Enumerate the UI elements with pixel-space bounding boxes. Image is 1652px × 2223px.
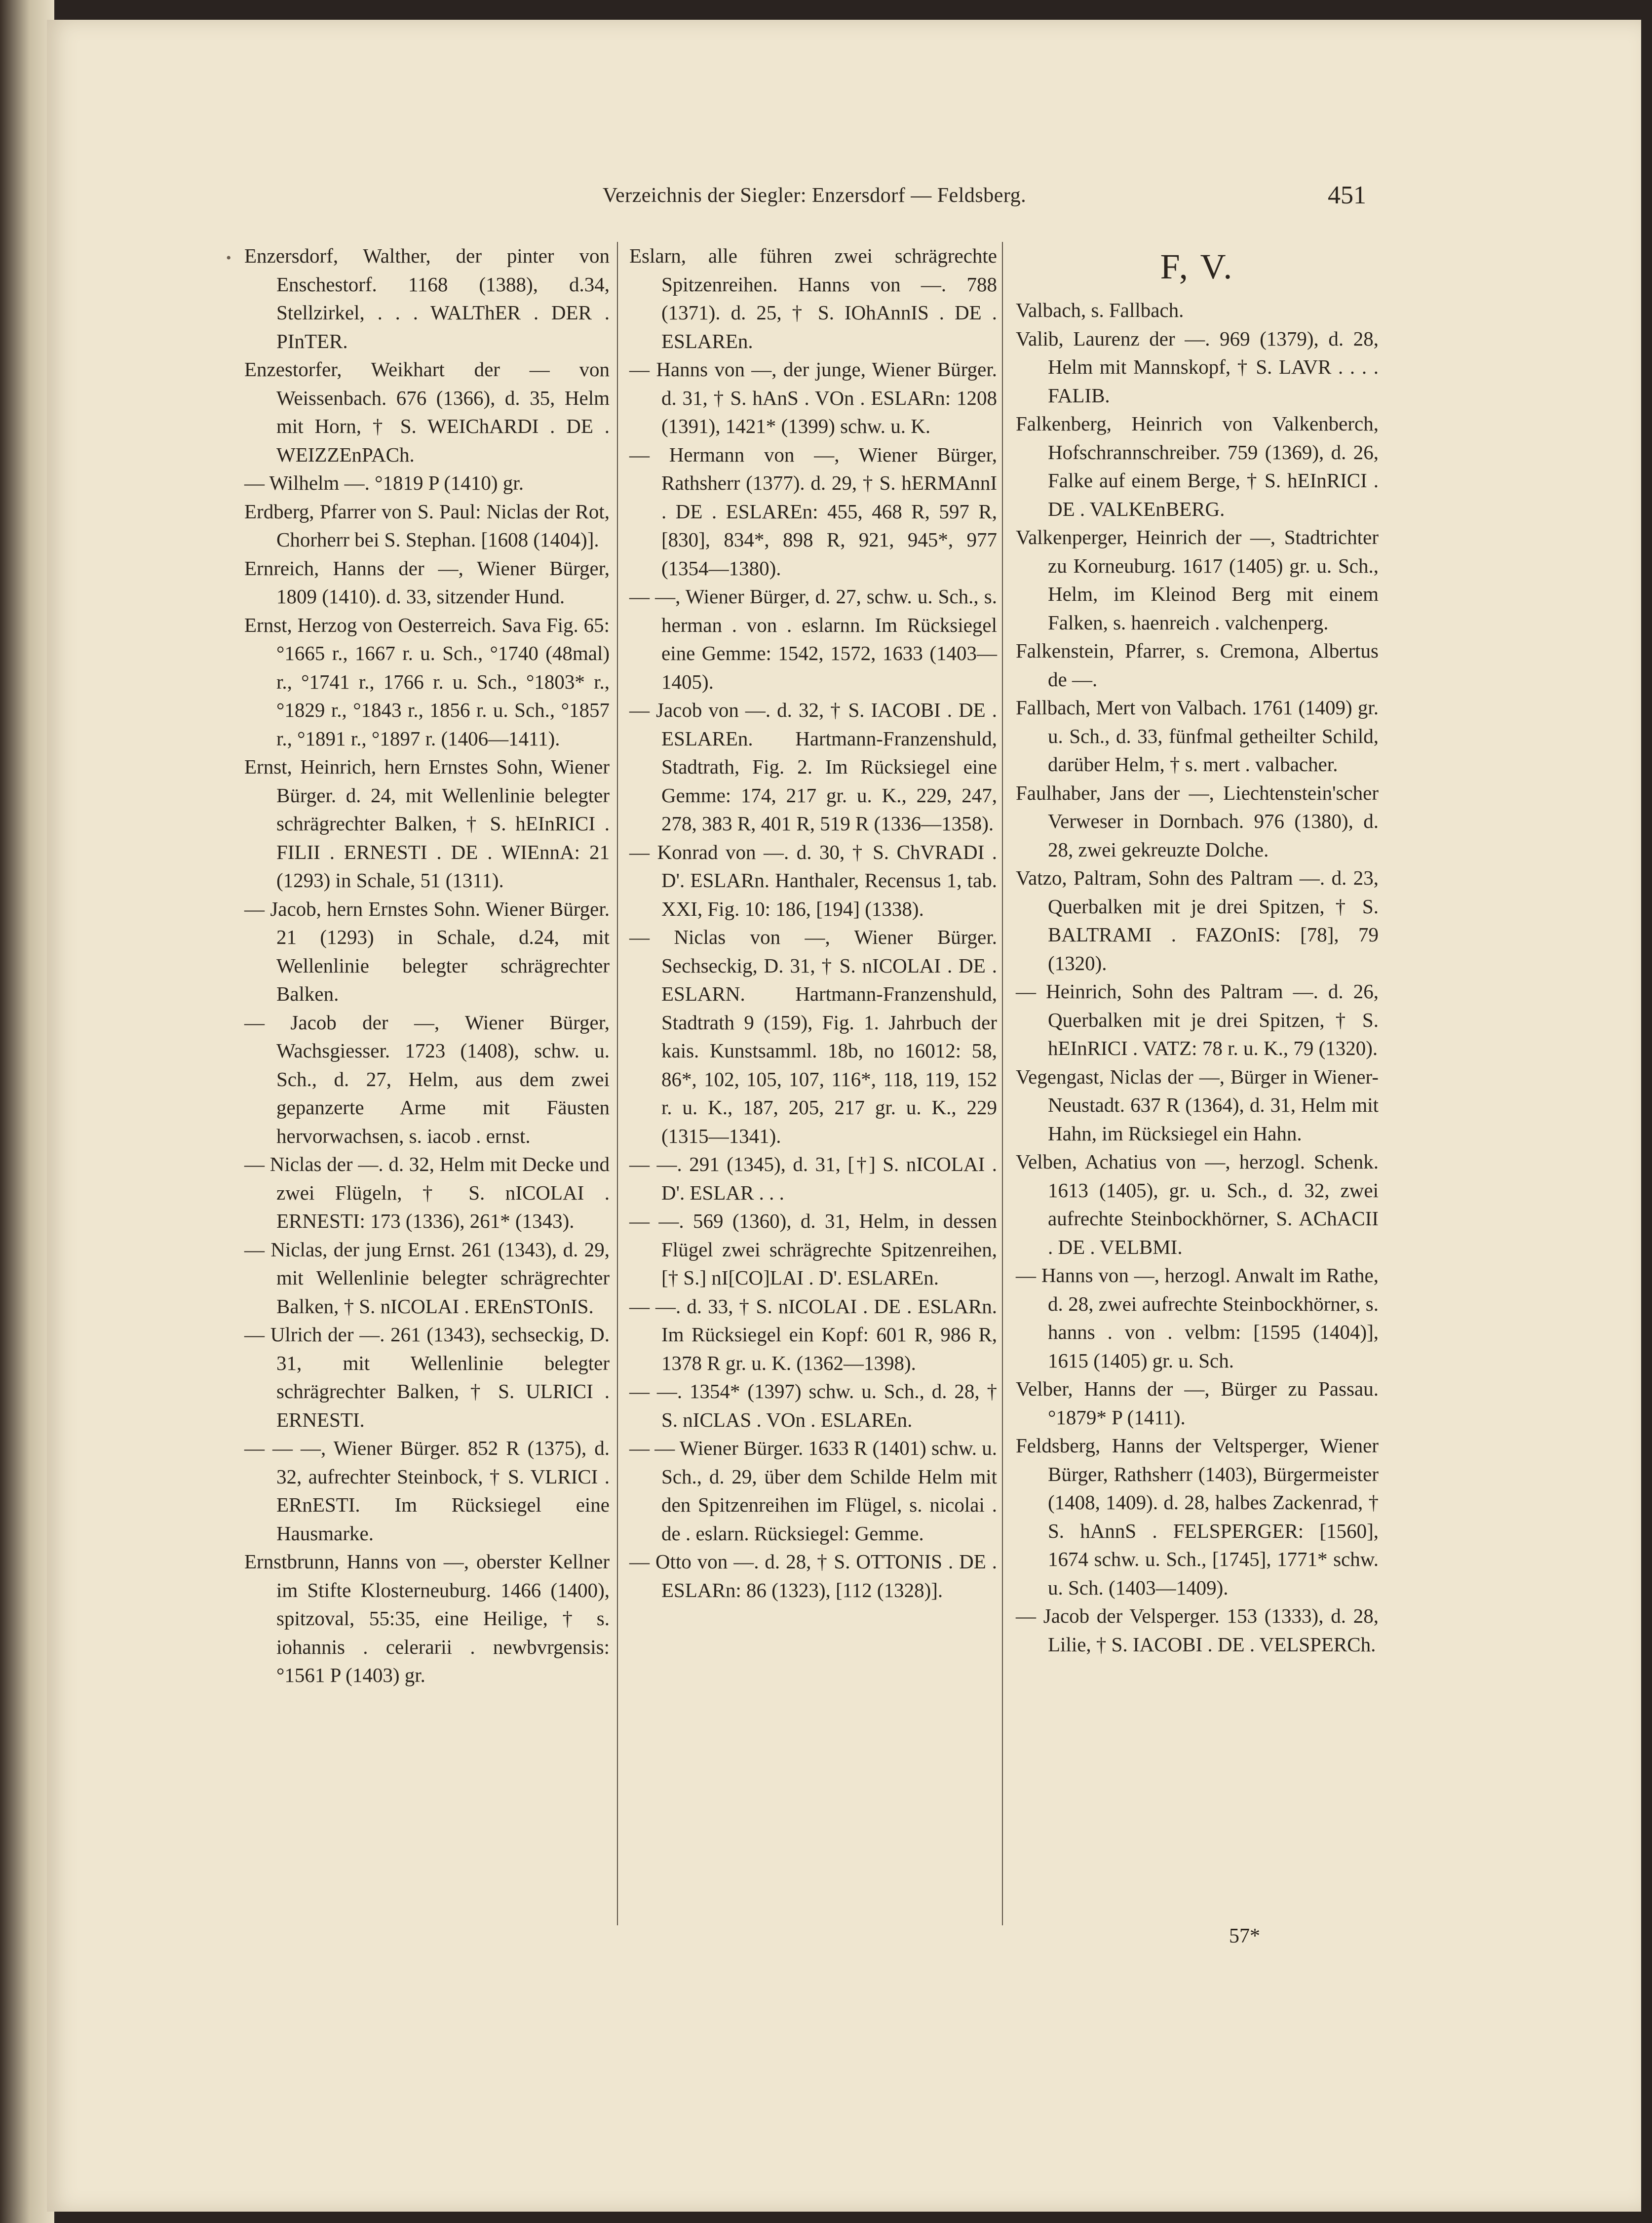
running-title: Verzeichnis der Siegler: Enzersdorf — Feldsberg.	[602, 184, 1027, 207]
entry: — — Wiener Bürger. 1633 R (1401) schw. u. Sch., d. 29, über dem Schilde Helm mit den Spitzenreihen im Flügel, s. nicolai . de . eslarn. Rücksiegel: Gemme.	[629, 1437, 997, 1545]
entry: — —. 291 (1345), d. 31, [†] S. nICOLAI . D'. ESLAR . . .	[629, 1153, 997, 1204]
entry: — — —, Wiener Bürger. 852 R (1375), d. 32, aufrechter Steinbock, † S. VLRICI . ERnESTI. Im Rücksiegel eine Hausmarke.	[244, 1437, 610, 1545]
page-number: 451	[1328, 181, 1366, 209]
entry: Enzestorfer, Weikhart der — von Weissenbach. 676 (1366), d. 35, Helm mit Horn, † S. WEIChARDI . DE . WEIZZEnPACh.	[244, 358, 610, 466]
entry: — Jacob von —. d. 32, † S. IACOBI . DE . ESLAREn. Hartmann-Franzenshuld, Stadtrath, Fig. 2. Im Rücksiegel eine Gemme: 174, 217 gr. u. K., 229, 247, 278, 383 R, 401 R, 519 R (1336—1358).	[629, 699, 997, 835]
entry: — Hermann von —, Wiener Bürger, Rathsherr (1377). d. 29, † S. hERMAnnI . DE . ESLAREn: 455, 468 R, 597 R, [830], 834*, 898 R, 921, 945*, 977 (1354—1380).	[629, 443, 997, 580]
entry: — Heinrich, Sohn des Paltram —. d. 26, Querbalken mit je drei Spitzen, † S. hEInRICI . VATZ: 78 r. u. K., 79 (1320).	[1016, 980, 1379, 1059]
entry: — Niclas von —, Wiener Bürger. Sechseckig, D. 31, † S. nICOLAI . DE . ESLARN. Hartmann-Franzenshuld, Stadtrath 9 (159), Fig. 1. Jahrbuch der kais. Kunstsamml. 18b, no 16012: 58, 86*, 102, 105, 107, 116*, 118, 119, 152 r. u. K., 187, 205, 217 gr. u. K., 229 (1315—1341).	[629, 926, 997, 1147]
entry: Velben, Achatius von —, herzogl. Schenk. 1613 (1405), gr. u. Sch., d. 32, zwei aufrechte Steinbockhörner, S. AChACII . DE . VELBMI.	[1016, 1150, 1379, 1258]
entry: — Konrad von —. d. 30, † S. ChVRADI . D'. ESLARn. Hanthaler, Recensus 1, tab. XXI, Fig. 10: 186, [194] (1338).	[629, 840, 997, 920]
signature-mark: 57*	[1229, 1925, 1260, 1948]
entry: — Niclas, der jung Ernst. 261 (1343), d. 29, mit Wellenlinie belegter schrägrechter Balken, † S. nICOLAI . EREnSTOnIS.	[244, 1238, 610, 1318]
entry: — —. 1354* (1397) schw. u. Sch., d. 28, † S. nICLAS . VOn . ESLAREn.	[629, 1380, 997, 1431]
margin-mark: •	[226, 250, 231, 266]
entry: — Hanns von —, herzogl. Anwalt im Rathe, d. 28, zwei aufrechte Steinbockhörner, s. hanns . von . velbm: [1595 (1404)], 1615 (1405) gr. u. Sch.	[1016, 1264, 1379, 1372]
entry: — —. 569 (1360), d. 31, Helm, in dessen Flügel zwei schrägrechte Spitzenreihen, [† S.] nI[CO]LAI . D'. ESLAREn.	[629, 1209, 997, 1289]
column-3	[1016, 242, 1379, 1659]
entry: — Otto von —. d. 28, † S. OTTONIS . DE . ESLARn: 86 (1323), [112 (1328)].	[629, 1550, 997, 1601]
entry: Falkenberg, Heinrich von Valkenberch, Hofschrannschreiber. 759 (1369), d. 26, Falke auf einem Berge, † S. hEInRICI . DE . VALKEnBERG.	[1016, 412, 1379, 520]
entry: — Niclas der —. d. 32, Helm mit Decke und zwei Flügeln, † S. nICOLAI . ERNESTI: 173 (1336), 261* (1343).	[244, 1153, 610, 1232]
entry: Feldsberg, Hanns der Veltsperger, Wiener Bürger, Rathsherr (1403), Bürgermeister (1408, 1409). d. 28, halbes Zackenrad, † S. hAnnS . FELSPERGER: [1560], 1674 schw. u. Sch., [1745], 1771* schw. u. Sch. (1403—1409).	[1016, 1434, 1379, 1599]
book-spine	[0, 0, 54, 2223]
entry: Vatzo, Paltram, Sohn des Paltram —. d. 23, Querbalken mit je drei Spitzen, † S. BALTRAMI . FAZOnIS: [78], 79 (1320).	[1016, 866, 1379, 975]
entry: — Jacob, hern Ernstes Sohn. Wiener Bürger. 21 (1293) in Schale, d.24, mit Wellenlinie belegter schrägrechter Balken.	[244, 897, 610, 1005]
column-rule	[617, 242, 618, 1925]
entry: Erdberg, Pfarrer von S. Paul: Niclas der Rot, Chorherr bei S. Stephan. [1608 (1404)].	[244, 500, 610, 551]
entry: Eslarn, alle führen zwei schrägrechte Spitzenreihen. Hanns von —. 788 (1371). d. 25, † S. IOhAnnIS . DE . ESLAREn.	[629, 244, 997, 352]
entry: Ernst, Herzog von Oesterreich. Sava Fig. 65: °1665 r., 1667 r. u. Sch., °1740 (48mal) r., °1741 r., 1766 r. u. Sch., °1803* r., °1829 r., °1843 r., 1856 r. u. Sch., °1857 r., °1891 r., °1897 r. (1406—1411).	[244, 613, 610, 750]
entry: — —, Wiener Bürger, d. 27, schw. u. Sch., s. herman . von . eslarnn. Im Rücksiegel eine Gemme: 1542, 1572, 1633 (1403—1405).	[629, 585, 997, 693]
entry: Ernst, Heinrich, hern Ernstes Sohn, Wiener Bürger. d. 24, mit Wellenlinie belegter schrägrechter Balken, † S. hEInRICI . FILII . ERNESTI . DE . WIEnnA: 21 (1293) in Schale, 51 (1311).	[244, 755, 610, 892]
entry: Valbach, s. Fallbach.	[1016, 299, 1184, 321]
entry: — Wilhelm —. °1819 P (1410) gr.	[244, 471, 524, 494]
column-2	[629, 242, 997, 1604]
entry: Ernreich, Hanns der —, Wiener Bürger, 1809 (1410). d. 33, sitzender Hund.	[244, 556, 610, 608]
entry: Vegengast, Niclas der —, Bürger in Wiener-Neustadt. 637 R (1364), d. 31, Helm mit Hahn, im Rücksiegel ein Hahn.	[1016, 1065, 1379, 1145]
entry: Valib, Laurenz der —. 969 (1379), d. 28, Helm mit Mannskopf, † S. LAVR . . . . FALIB.	[1016, 327, 1379, 407]
entry: — Jacob der —, Wiener Bürger, Wachsgiesser. 1723 (1408), schw. u. Sch., d. 27, Helm, aus dem zwei gepanzerte Arme mit Fäusten hervorwachsen, s. iacob . ernst.	[244, 1011, 610, 1147]
column-1	[244, 242, 610, 1690]
entry: — —. d. 33, † S. nICOLAI . DE . ESLARn. Im Rücksiegel ein Kopf: 601 R, 986 R, 1378 R gr. u. K. (1362—1398).	[629, 1294, 997, 1374]
entry: — Ulrich der —. 261 (1343), sechseckig, D. 31, mit Wellenlinie belegter schrägrechter Balken, † S. ULRICI . ERNESTI.	[244, 1323, 610, 1431]
entry: Fallbach, Mert von Valbach. 1761 (1409) gr. u. Sch., d. 33, fünfmal getheilter Schild, darüber Helm, † s. mert . valbacher.	[1016, 696, 1379, 776]
entry: Velber, Hanns der —, Bürger zu Passau. °1879* P (1411).	[1016, 1377, 1379, 1429]
section-heading: F, V.	[1160, 247, 1234, 286]
entry: Faulhaber, Jans der —, Liechtenstein'scher Verweser in Dornbach. 976 (1380), d. 28, zwei gekreuzte Dolche.	[1016, 781, 1379, 861]
entry: Falkenstein, Pfarrer, s. Cremona, Albertus de —.	[1016, 639, 1379, 691]
column-rule	[1002, 242, 1003, 1925]
entry: Enzersdorf, Walther, der pinter von Enschestorf. 1168 (1388), d.34, Stellzirkel, . . . WALThER . DER . PInTER.	[244, 244, 610, 352]
entry: — Jacob der Velsperger. 153 (1333), d. 28, Lilie, † S. IACOBI . DE . VELSPERCh.	[1016, 1604, 1379, 1656]
entry: Valkenperger, Heinrich der —, Stadtrichter zu Korneuburg. 1617 (1405) gr. u. Sch., Helm, im Kleinod Berg mit einem Falken, s. haenreich . valchenperg.	[1016, 526, 1379, 634]
entry: Ernstbrunn, Hanns von —, oberster Kellner im Stifte Klosterneuburg. 1466 (1400), spitzoval, 55:35, eine Heilige, † s. iohannis . celerarii . newbvrgensis: °1561 P (1403) gr.	[244, 1550, 610, 1686]
entry: — Hanns von —, der junge, Wiener Bürger. d. 31, † S. hAnS . VOn . ESLARn: 1208 (1391), 1421* (1399) schw. u. K.	[629, 358, 997, 437]
